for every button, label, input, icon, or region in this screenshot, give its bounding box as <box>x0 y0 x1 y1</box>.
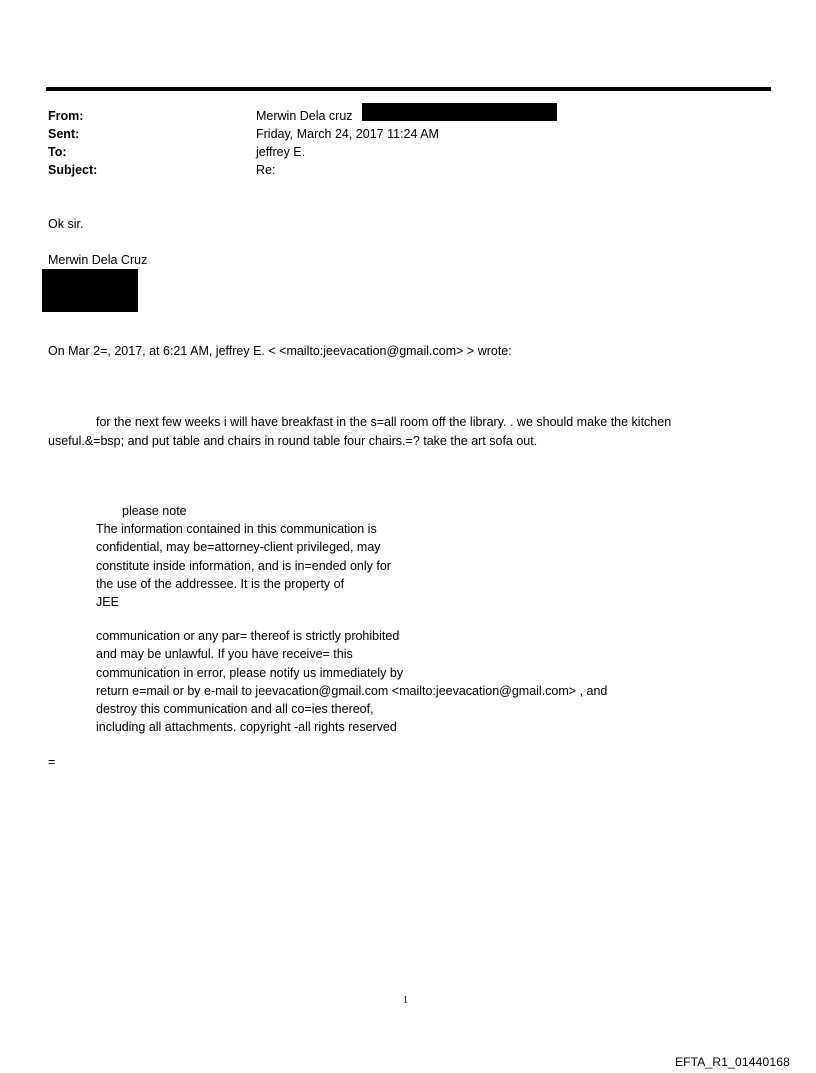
from-label: From: <box>48 109 84 123</box>
sent-label: Sent: <box>48 127 80 141</box>
reply-text: Ok sir. <box>48 217 84 231</box>
notice-line: communication in error, please notify us immediately by <box>96 665 404 680</box>
notice-line: destroy this communication and all co=ies thereof, <box>96 702 374 717</box>
notice-line: The information contained in this communication is <box>96 522 377 536</box>
confidentiality-notice-part2 <box>96 627 607 737</box>
notice-line: confidential, may be=attorney-client privileged, may <box>96 540 381 555</box>
page-number: 1 <box>403 995 408 1006</box>
to-value: jeffrey E. <box>256 145 306 159</box>
notice-line: communication or any par= thereof is strictly prohibited <box>96 629 400 643</box>
notice-line: return e=mail or by e-mail to jeevacation@gmail.com <mailto:jeevacation@gmail.com> , and <box>96 683 608 698</box>
notice-line: constitute inside information, and is in=ended only for <box>96 558 391 573</box>
trailing-mark: = <box>48 755 56 769</box>
signature-name: Merwin Dela Cruz <box>48 253 148 267</box>
sent-value: Friday, March 24, 2017 11:24 AM <box>256 127 439 141</box>
quote-intro: On Mar 2=, 2017, at 6:21 AM, jeffrey E. < <mailto:jeevacation@gmail.com> > wrote: <box>48 344 512 358</box>
quoted-message: for the next few weeks i will have breakfast in the s=all room off the library. . we should make the kitchen useful.&=bsp; and put table and chairs in round table four chairs.=? take the art sofa out. <box>48 415 672 448</box>
to-label: To: <box>48 145 67 159</box>
notice-line: and may be unlawful. If you have receive= this <box>96 647 353 662</box>
notice-line: including all attachments. copyright -all rights reserved <box>96 720 397 735</box>
header-top-rule <box>46 87 771 91</box>
confidentiality-notice-part1 <box>96 520 391 611</box>
from-value: Merwin Dela cruz <box>256 109 353 123</box>
notice-line: the use of the addressee. It is the property of <box>96 576 345 591</box>
subject-label: Subject: <box>48 163 98 177</box>
notice-heading: please note <box>122 504 187 518</box>
redaction-signature-block <box>42 269 138 312</box>
redaction-from-address <box>362 103 557 121</box>
subject-value: Re: <box>256 163 276 177</box>
bates-number: EFTA_R1_01440168 <box>674 1055 790 1069</box>
notice-line: JEE <box>96 595 119 610</box>
